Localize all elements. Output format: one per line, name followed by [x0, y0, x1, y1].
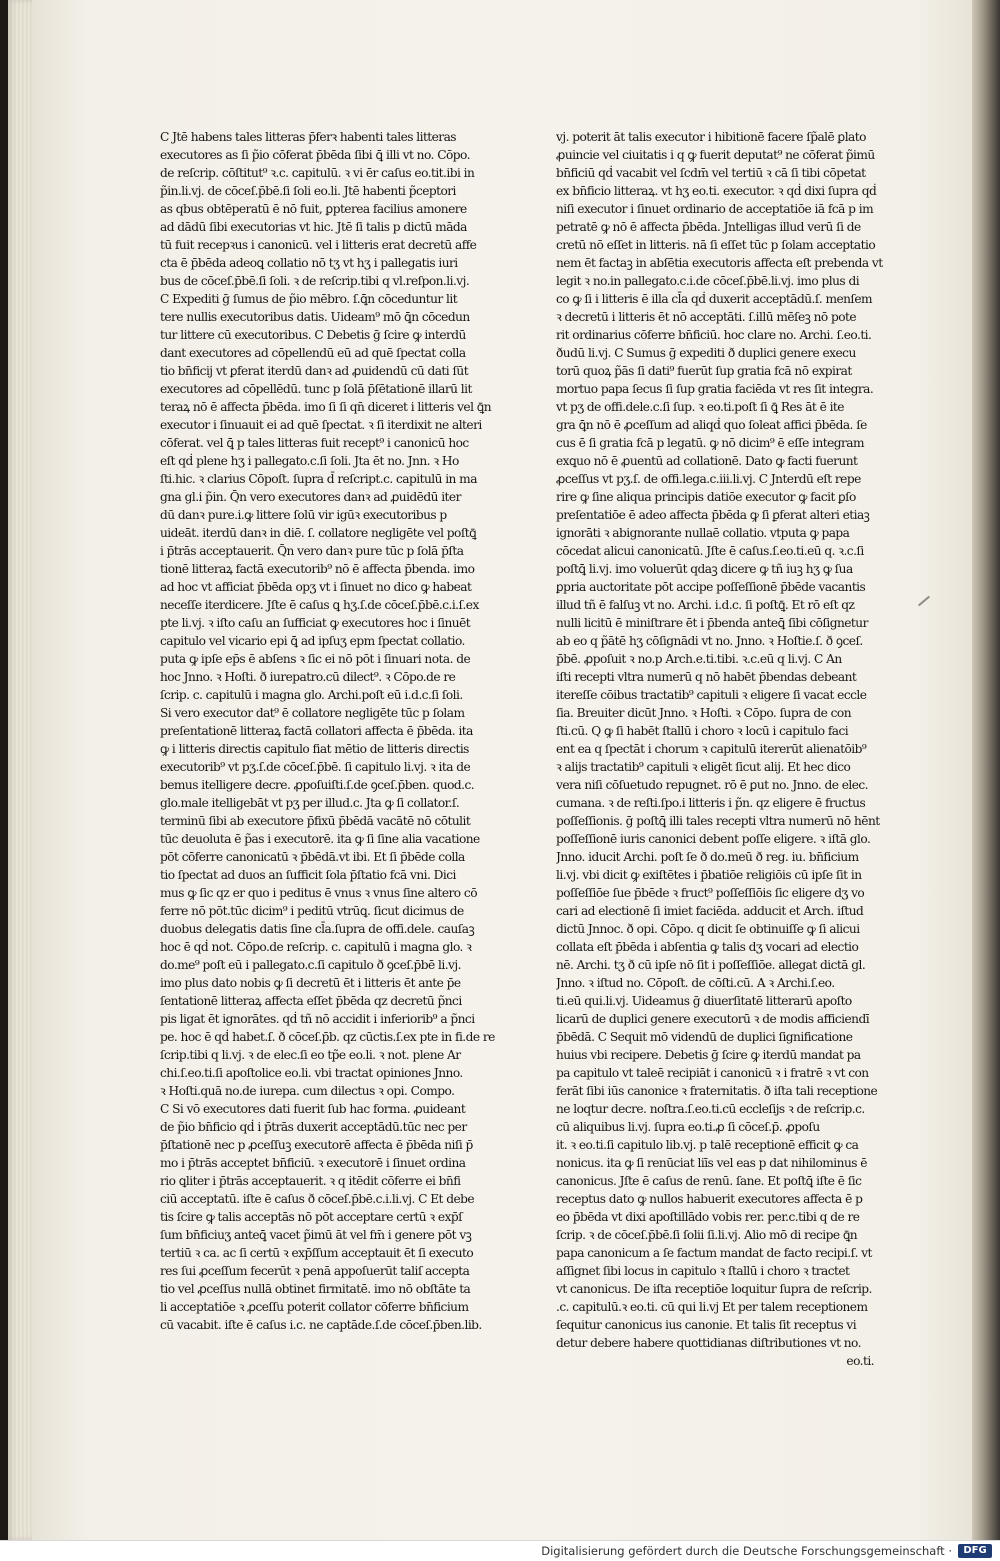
text-line: ꝛ Hoſti.quā no.de iurepa. cum dilectus ꝛ opi. Compo. [160, 1084, 455, 1098]
text-line: as qbus obtēperatū ē nō fuit, ꝑpterea facilius amonere [160, 202, 467, 216]
text-line: nonicus. ita ꝙ ſi renūciat liīs vel eas p dat nihilominus ē [556, 1156, 867, 1170]
text-line: dictū Jnnoc. ð opi. Cōpo. q dicit ſe obtinuiſſe ꝙ ſi alicui [556, 922, 860, 936]
text-line: receptus dato ꝙ nullos habuerit executores affecta ē p [556, 1192, 863, 1206]
text-line: tertiū ꝛ ca. ac ſi certū ꝛ exp̄ſſum acceptauit ēt ſi executo [160, 1246, 474, 1260]
text-line: exꝗuo nō ē ꝓuentū ad collationē. Dato ꝙ facti fuerunt [556, 454, 858, 468]
text-line: capitulo vel vicario epi ꝗ̄ ad ipſuʒ epm ſpectat collatio. [160, 634, 465, 648]
text-line: ſequitur canonicus ius canonie. Et talis ſit receptus vi [556, 1318, 857, 1332]
text-line: executor i ſinuauit ei ad quē ſpectat. ꝛ ſi iterdixit ne alteri [160, 418, 482, 432]
text-line: ſcrip. ꝛ de cōceſ.p̄bē.ſi ſolii ſi.li.vj. Alio mō di recipe ꝗ̄n [556, 1228, 858, 1242]
text-line: ꝓceſſus vt pʒ.ſ. de offi.lega.c.iii.li.vj. C Jnterdū eſt repe [556, 472, 861, 486]
text-line: nē. Archi. tʒ ð cū ipſe nō ſit i poſſeſſiōe. allegat dictā gl. [556, 958, 866, 972]
text-line: vj. poterit āt talis executor i hibitionē facere ſp̃alē ꝑlato [556, 130, 866, 144]
text-line: ꝑpria auctoritate pōt accipe poſſeſſionē p̄bēde vacantis [556, 580, 866, 594]
text-line: li acceptatiōe ꝛ ꝓceſſu poterit collator cōferre bn̄ficium [160, 1300, 469, 1314]
text-line: i p̄trās acceptauerit. Q̄n vero danꝛ pure tūc p ſolā p̄ſta [160, 544, 464, 558]
text-line: uideāt. iterdū danꝛ in diē. ſ. collatore negligēte vel poſtꝗ̄ [160, 526, 477, 540]
text-line: executores as ſi p̃io cōferat p̄bēda ſibi ꝗ̄ illi vt no. Cōpo. [160, 148, 470, 162]
text-line: bn̄ficiū qḋ vacabit vel ſcdm̄ vel tertiū ꝛ cā ſi tibi cōpetat [556, 166, 866, 180]
text-line: p̄bē. ꝓpoſuit ꝛ no.p Arch.e.ti.tibi. ꝛ.c.eū q li.vj. C An [556, 652, 842, 666]
text-line: teraꝝ nō ē affecta p̄bēda. imo ſi ſi qn̄ diceret i litteris vel ꝗ̄n [160, 400, 492, 414]
text-line: cretū nō eſſet in litteris. nā ſi eſſet tūc p ſolam acceptatio [556, 238, 876, 252]
text-line: pōt cōferre canonicatū ꝛ p̄bēdā.vt ibi. Et ſi p̄bēde colla [160, 850, 465, 864]
dfg-logo: DFG [958, 1544, 992, 1558]
text-line: poſtꝗ̄ li.vj. imo voluerūt qdaꝫ dicere ꝙ tñ iuꝫ hʒ ꝙ ſua [556, 562, 853, 576]
text-line: eſt qḋ plene hʒ i pallegato.c.ſi ſoli. Jta ēt no. Jnn. ꝛ Ho [160, 454, 459, 468]
text-line: ꝛ decretū i litteris ēt nō acceptāti. ſ.illū mēſeꝫ nō pote [556, 310, 857, 324]
right-text-column [556, 128, 892, 1370]
text-line: cus ē ſi gratia fcā p legatū. ꝙ nō dicim⁹ ē eſſe integram [556, 436, 865, 450]
text-line: pa capitulo vt taleē recipiāt i canonicū ꝛ i fratrē ꝛ vt con [556, 1066, 869, 1080]
funding-notice: Digitalisierung gefördert durch die Deutsche Forschungsgemeinschaft · [541, 1544, 952, 1558]
text-line: ignorāti ꝛ abignorante nullaē collatio. vtputa ꝙ papa [556, 526, 850, 540]
text-line: duobus delegatis datis ſine cl̄a.ſupra de offi.dele. cauſaꝫ [160, 922, 475, 936]
text-line: tūc deuoluta ē p̃as i executorē. ita ꝙ ſi ſine alia vacatione [160, 832, 480, 846]
text-line: torū quoꝝ p̃ās ſi dati⁹ fuerūt ſup gratia fcā nō expirat [556, 364, 852, 378]
text-line: poſſeſſionē iuris canonici debent poſſe eligere. ꝛ iſtā glo. [556, 832, 871, 846]
text-line: ti.eū qui.li.vj. Uideamus ḡ diuerſitatē litterarū apoſto [556, 994, 852, 1008]
text-line: rit ordinarius cōferre bn̄ficiū. hoc clare no. Archi. ſ.eo.ti. [556, 328, 872, 342]
text-line: cumana. ꝛ de reſti.ſpo.i litteris i p̃n. qz eligere ē fructus [556, 796, 866, 810]
text-line: nem ēt factaꝫ in abſētia executoris affecta eſt prebenda vt [556, 256, 883, 270]
text-line: poſſeſſionis. ḡ poſtꝗ̄ illi tales recepti vltra numerū nō hēnt [556, 814, 880, 828]
text-line: eo p̄bēda vt dixi apoſtillādo vobis rer. per.c.tibi q de re [556, 1210, 860, 1224]
text-line: ne loqtur decre. noſtra.ſ.eo.ti.cū eccleſijs ꝛ de reſcrip.c. [556, 1102, 865, 1116]
text-line: res ſui ꝓceſſum fecerūt ꝛ penā appoſuerūt taliſ accepta [160, 1264, 470, 1278]
text-line: p̄ſtationē nec p ꝓceſſuꝫ executorē affecta ē p̄bēda niſi p̄ [160, 1138, 473, 1152]
page-stack-edges [8, 0, 34, 1540]
text-line: mortuo papa ſecus ſi ſup gratia faciēda vt res ſit integra. [556, 382, 874, 396]
text-line: cōcedat alicui canonicatū. Jſte ē caſus.ſ.eo.ti.eū q. ꝛ.c.ſi [556, 544, 864, 558]
text-line: legit ꝛ no.in pallegato.c.i.de cōceſ.p̄bē.li.vj. imo plus di [556, 274, 860, 288]
digitization-footer [0, 1540, 1000, 1561]
text-line: co ꝙ ſi i litteris ē illa cl̄a qḋ duxerit acceptādū.ſ. menſem [556, 292, 873, 306]
text-line: poſſeſſiōe ſue p̄bēde ꝛ fruct⁹ poſſeſſiōis ſic eligere dʒ vo [556, 886, 865, 900]
text-line: ðudū li.vj. C Sumus ḡ expediti ð duplici genere execu [556, 346, 856, 360]
text-line: pe. hoc ē qḋ habet.ſ. ð cōceſ.p̄b. qz cūctis.ſ.ex pte in fi.de re [160, 1030, 495, 1044]
text-line: C Jtē habens tales litteras p̄ferꝛ habenti tales litteras [160, 130, 457, 144]
text-line: hoc ē qḋ not. Cōpo.de reſcrip. c. capitulū i magna glo. ꝛ [160, 940, 472, 954]
text-line: tio bn̄ficij vt ꝑferat iterdū danꝛ ad ꝓuidendū cū dati ſūt [160, 364, 469, 378]
text-line: ferre nō pōt.tūc dicim⁹ i peditū vtrūꝗ. ſicut dicimus de [160, 904, 464, 918]
text-line: tio vel ꝓceſſus nullā obtinet firmitatē. imo nō obſtāte ta [160, 1282, 471, 1296]
text-line: mo i p̄trās acceptet bn̄ficiū. ꝛ executorē i ſinuet ordina [160, 1156, 466, 1170]
text-line: cōferat. vel ꝗ̄ p tales litteras fuit recept⁹ i canonicū hoc [160, 436, 469, 450]
text-line: p̄bēdā. C Sequit mō videndū de duplici ſignificatione [556, 1030, 853, 1044]
text-line: aſſignet ſibi locus in capitulo ꝛ ſtallū i choro ꝛ tractet [556, 1264, 850, 1278]
text-line: chi.ſ.eo.ti.ſi apoſtolice eo.li. vbi tractat opiniones Jnno. [160, 1066, 463, 1080]
text-line: canonicus. Jſte ē caſus de renū. ſane. Et poſtꝗ̄ iſte ē ſic [556, 1174, 862, 1188]
text-line: eo.ti. [846, 1354, 874, 1368]
text-line: vt pʒ de offi.dele.c.ſi ſup. ꝛ eo.ti.poſt ſi ꝗ̄ Res āt ē ite [556, 400, 844, 414]
text-line: cari ad electionē ſi imiet faciēda. adducit et Arch. iſtud [556, 904, 864, 918]
text-line: tere nullis executoribus datis. Uideam⁹ mō ꝗ̄n cōcedun [160, 310, 470, 324]
text-line: rire ꝙ ſine aliqua principis datiōe executor ꝙ facit ꝑſo [556, 490, 856, 504]
text-line: iſti recepti vltra numerū q nō habēt p̄bendas debeant [556, 670, 857, 684]
text-line: li.vj. vbi dicit ꝙ exiſtētes i p̄batiōe religiōis cū ipſe ſit in [556, 868, 862, 882]
text-line: ſti.hic. ꝛ clarius Cōpoſt. ſupra d̄ reſcript.c. capitulū in ma [160, 472, 477, 486]
text-line: terminū ſibi ab executore p̄fixū p̄bēdā vacātē nō cōtulit [160, 814, 471, 828]
text-line: preſentatiōe ē adeo affecta p̄bēda ꝙ ſi ꝑferat alteri etiaꝫ [556, 508, 870, 522]
text-line: executorib⁹ vt pʒ.ſ.de cōceſ.p̄bē. ſi capitulo li.vj. ꝛ ita de [160, 760, 471, 774]
text-line: imo plus dato nobis ꝙ ſi decretū ēt i litteris ēt ante p̄e [160, 976, 461, 990]
text-line: tis ſcire ꝙ talis acceptās nō pōt acceptare certū ꝛ exp̄ſ [160, 1210, 463, 1224]
text-line: de p̃io bn̄ficio qḋ i p̄trās duxerit acceptādū.tūc nec per [160, 1120, 467, 1134]
text-line: cū vacabit. iſte ē caſus i.c. ne captāde.ſ.de cōceſ.p̄ben.lib. [160, 1318, 482, 1332]
text-line: huius vbi recipere. Debetis ḡ ſcire ꝙ iterdū mandat pa [556, 1048, 861, 1062]
text-line: Jnno. iducit Archi. poſt ſe ð do.meū ð reg. iu. bn̄ficium [556, 850, 859, 864]
text-line: gra ꝗ̄n nō ē ꝓceſſum ad aliqḋ quo ſoleat affici p̄bēda. ſe [556, 418, 867, 432]
text-line: Si vero executor dat⁹ ē collatore negligēte tūc p ſolam [160, 706, 465, 720]
text-line: ad dādū ſibi executorias vt hic. Jtē ſi talis p dictū māda [160, 220, 467, 234]
text-line: ferāt ſibi iūs canonice ꝛ fraternitatis. ð iſta tali receptione [556, 1084, 878, 1098]
text-line: ſcrip.tibi q li.vj. ꝛ de elec.ſi eo tp̃e eo.li. ꝛ not. plene Ar [160, 1048, 461, 1062]
text-line: neceſſe iterdicere. Jſte ē caſus ꝗ hʒ.ſ.de cōceſ.p̄bē.c.i.ſ.ex [160, 598, 479, 612]
text-line: hoc Jnno. ꝛ Hoſti. ð iurepatro.cū dilect⁹. ꝛ Cōpo.de re [160, 670, 456, 684]
text-line: rio ꝗliter i p̄trās acceptauerit. ꝛ q itēdit cōferre ei bn̄fi [160, 1174, 461, 1188]
text-line: pte li.vj. ꝛ iſto caſu an ſufficiat ꝙ executores hoc i ſinuēt [160, 616, 471, 630]
text-line: it. ꝛ eo.ti.ſi capitulo lib.vj. p talē receptionē efficit ꝙ ca [556, 1138, 859, 1152]
text-line: niſi executor i ſinuet ordinario de acceptatiōe iā fcā p im [556, 202, 874, 216]
text-line: .c. capitulū.ꝛ eo.ti. cū qui li.vj Et per talem receptionem [556, 1300, 868, 1314]
text-line: ſum bn̄ficiuʒ anteꝗ̄ vacet p̃imū āt vel fm̄ i genere pōt vꝫ [160, 1228, 472, 1242]
text-line: gna gl.i p̃in. Q̄n vero executores danꝛ ad ꝓuidēdū iter [160, 490, 461, 504]
text-line: tio ſpectat ad duos an ſufficit ſola p̄ſtatio fcā vni. Dici [160, 868, 456, 882]
text-line: bemus itelligere decre. ꝓpoſuiſti.ſ.de ꝯceſ.p̄ben. quod.c. [160, 778, 475, 792]
text-line: itereſſe cōibus tractatib⁹ capituli ꝛ eligere ſi vacat eccle [556, 688, 867, 702]
text-line: ſia. Breuiter dicūt Jnno. ꝛ Hoſti. ꝛ Cōpo. ſupra de con [556, 706, 852, 720]
text-line: executores ad cōpellēdū. tunc p ſolā p̄ſētationē illarū lit [160, 382, 472, 396]
text-line: vt canonicus. De iſta receptiōe loquitur ſupra de reſcrip. [556, 1282, 872, 1296]
left-text-column [160, 128, 498, 1334]
text-line: ſentationē litteraꝝ affecta eſſet p̄bēda qz decretū p̃nci [160, 994, 462, 1008]
text-line: do.me⁹ poſt eū i pallegato.c.ſi capitulo ð ꝯceſ.p̄bē li.vj. [160, 958, 461, 972]
text-line: preſentationē litteraꝝ factā collatori affecta ē p̄bēda. ita [160, 724, 473, 738]
text-line: collata eſt p̄bēda i abſentia ꝙ talis dʒ vocari ad electio [556, 940, 859, 954]
text-line: bus de cōceſ.p̄bē.ſi ſoli. ꝛ de reſcrip.tibi q vl.reſpon.li.vj. [160, 274, 470, 288]
text-line: cū aliquibus li.vj. ſupra eo.ti.ꝓ ſi cōceſ.p̄. ꝓpoſu [556, 1120, 820, 1134]
text-line: p̃in.li.vj. de cōceſ.p̄bē.ſi ſoli eo.li. Jtē habenti p̃ceptori [160, 184, 456, 198]
text-line: ad hoc vt afficiat p̄bēda opʒ vt i ſinuet no dico ꝙ habeat [160, 580, 472, 594]
text-line: ꝛ alijs tractatib⁹ capituli ꝛ eligēt ſicut alij. Et hec dico [556, 760, 851, 774]
text-line: papa canonicum a ſe factum mandat de facto recipi.ſ. vt [556, 1246, 872, 1260]
text-line: C Expediti ḡ ſumus de p̃io mēbro. ſ.ꝗ̄n cōceduntur lit [160, 292, 458, 306]
text-line: dū danꝛ pure.i.ꝙ littere ſolū vir igūꝛ executoribus p [160, 508, 447, 522]
text-line: illud tñ ē falſuꝫ vt no. Archi. i.d.c. ſi poſtꝗ̄. Et rō eſt qz [556, 598, 855, 612]
text-line: ciū acceptatū. iſte ē caſus ð cōceſ.p̄bē.c.i.li.vj. C Et debe [160, 1192, 475, 1206]
text-line: licarū de duplici genere executorū ꝛ de modis afficiendī [556, 1012, 870, 1026]
text-line: tionē litteraꝝ factā executorib⁹ nō ē affecta p̄benda. imo [160, 562, 475, 576]
text-line: tū fuit recepꝛus i canonicū. vel i litteris erat decretū affe [160, 238, 477, 252]
text-line: mus ꝙ ſic qz er quo i peditus ē vnus ꝛ vnus ſine altero cō [160, 886, 477, 900]
text-line: ſti.cū. Q ꝙ ſi habēt ſtallū i choro ꝛ locū i capitulo faci [556, 724, 849, 738]
text-line: petratē ꝙ nō ē affecta p̄bēda. Jntelligas illud verū ſi de [556, 220, 861, 234]
text-line: de reſcrip. cōſtitut⁹ ꝛ.c. capitulū. ꝛ vi ēr caſus eo.tit.ibi in [160, 166, 475, 180]
text-line: ab eo q p̃ātē hʒ cōſignādi vt no. Jnno. ꝛ Hoſtie.ſ. ð ꝯceſ. [556, 634, 863, 648]
text-line: puta ꝙ ipſe ep̄s ē abſens ꝛ ſic ei nō pōt i ſinuari nota. de [160, 652, 471, 666]
book-cover-edge [0, 0, 8, 1560]
text-line: ꝓuincie vel ciuitatis i q ꝙ fuerit deputat⁹ ne cōferat p̃imū [556, 148, 875, 162]
text-line: pis ligat ēt ignorātes. qḋ tñ nō accidit i inferiorib⁹ a p̃nci [160, 1012, 475, 1026]
text-line: detur debere habere quottidianas diſtributiones vt no. [556, 1336, 861, 1350]
text-line: ꝙ i litteris directis capitulo fiat mētio de litteris directis [160, 742, 469, 756]
text-line: dant executores ad cōpellendū eū ad quē ſpectat colla [160, 346, 466, 360]
text-line: C Si vō executores dati fuerit ſub hac forma. ꝓuideant [160, 1102, 466, 1116]
text-line: nulli licitū ē miniſtrare ēt i p̄benda anteꝗ̄ ſibi cōſignetur [556, 616, 868, 630]
text-line: glo.male itelligebāt vt pʒ per illud.c. Jta ꝙ ſi collator.ſ. [160, 796, 460, 810]
text-line: cta ē p̄bēda adeoꝗ collatio nō tʒ vt hʒ i pallegatis iuri [160, 256, 458, 270]
book-right-edge [972, 0, 1000, 1540]
text-line: ex bn̄ficio litteraꝝ. vt hʒ eo.ti. executor. ꝛ qḋ dixi ſupra qḋ [556, 184, 877, 198]
text-line: ſcrip. c. capitulū i magna glo. Archi.poſt eū i.d.c.ſi ſoli. [160, 688, 463, 702]
text-line: tur littere cū executoribus. C Debetis ḡ ſcire ꝙ interdū [160, 328, 466, 342]
text-line: ent ea q ſpectāt i chorum ꝛ capitulū itererūt alienatōib⁹ [556, 742, 867, 756]
text-line: Jnno. ꝛ iſtud no. Cōpoſt. de cōſti.cū. A ꝛ Archi.ſ.eo. [556, 976, 835, 990]
text-line: vera niſi cōſuetudo repugnet. rō ē ꝑut no. Jnno. de elec. [556, 778, 869, 792]
